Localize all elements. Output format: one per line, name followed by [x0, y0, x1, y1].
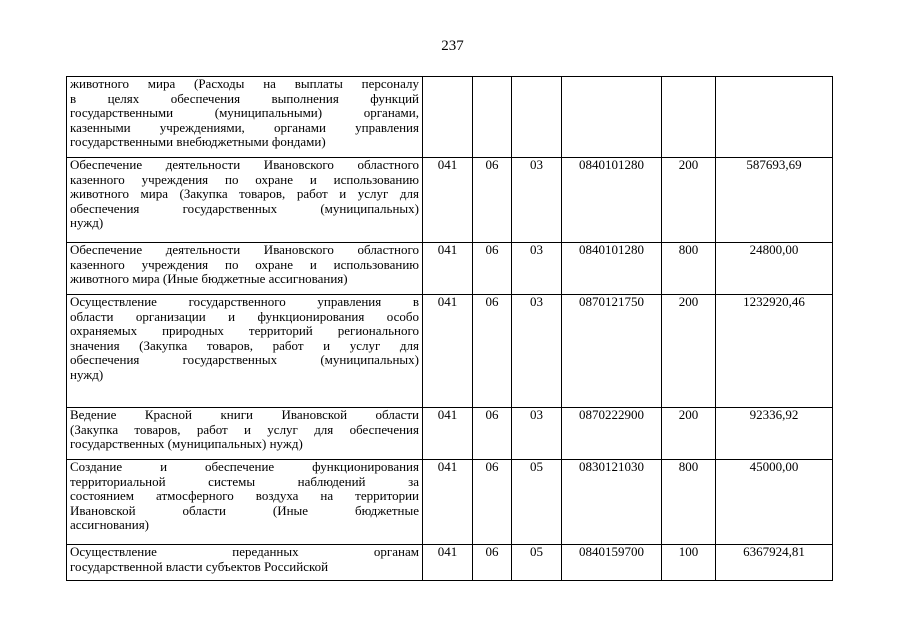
ministry-code: 041	[423, 545, 473, 581]
description-line: области организации и функционирования особо	[70, 308, 419, 324]
description-line: состоянием атмосферного воздуха на территории	[70, 488, 419, 503]
target-article-code: 0870121750	[562, 295, 662, 408]
row-description	[67, 460, 423, 545]
description-line: государственной власти субъектов Российской	[70, 558, 329, 574]
amount-value: 1232920,46	[716, 295, 833, 408]
budget-table	[66, 76, 833, 581]
description-line: в целях обеспечения выполнения функций	[70, 90, 419, 106]
expense-type-code: 200	[662, 408, 716, 460]
expense-type-code	[662, 77, 716, 158]
section-code: 06	[473, 158, 512, 243]
amount-value	[716, 77, 833, 158]
subsection-code: 03	[512, 295, 562, 408]
description-line: Создание и обеспечение функционирования	[70, 459, 419, 474]
row-description	[67, 158, 423, 243]
amount-value: 587693,69	[716, 158, 833, 243]
description-line: Осуществление переданных органам	[70, 544, 419, 559]
subsection-code: 03	[512, 158, 562, 243]
expense-type-code: 100	[662, 545, 716, 581]
section-code: 06	[473, 243, 512, 295]
table-row	[67, 158, 833, 243]
section-code: 06	[473, 408, 512, 460]
description-line: животного мира (Расходы на выплаты персоналу	[70, 76, 419, 91]
table-row	[67, 295, 833, 408]
section-code	[473, 77, 512, 158]
description-line: животного мира (Иные бюджетные ассигнования)	[70, 271, 348, 286]
table-row	[67, 408, 833, 460]
target-article-code: 0840159700	[562, 545, 662, 581]
row-description	[67, 545, 423, 581]
target-article-code: 0840101280	[562, 243, 662, 295]
description-line: Обеспечение деятельности Ивановского областного	[70, 242, 419, 257]
ministry-code: 041	[423, 243, 473, 295]
description-line: государственных (муниципальных) нужд)	[70, 436, 303, 451]
description-line: значения (Закупка товаров, работ и услуг для	[70, 337, 419, 353]
expense-type-code: 200	[662, 158, 716, 243]
subsection-code: 03	[512, 408, 562, 460]
subsection-code: 05	[512, 460, 562, 545]
table-row	[67, 460, 833, 545]
description-line: ассигнования)	[70, 517, 150, 532]
description-line: нужд)	[70, 366, 104, 382]
amount-value: 92336,92	[716, 408, 833, 460]
subsection-code: 05	[512, 545, 562, 581]
table-row	[67, 77, 833, 158]
ministry-code	[423, 77, 473, 158]
target-article-code: 0840101280	[562, 158, 662, 243]
ministry-code: 041	[423, 408, 473, 460]
table-row	[67, 545, 833, 581]
description-line: казенными учреждениями, органами управления	[70, 119, 419, 135]
subsection-code	[512, 77, 562, 158]
target-article-code: 0870222900	[562, 408, 662, 460]
description-line: обеспечения государственных (муниципальных)	[70, 352, 419, 367]
section-code: 06	[473, 545, 512, 581]
target-article-code	[562, 77, 662, 158]
expense-type-code: 200	[662, 295, 716, 408]
row-description	[67, 408, 423, 460]
description-line: животного мира (Закупка товаров, работ и услуг для	[70, 186, 419, 201]
description-line: казенного учреждения по охране и использованию	[70, 256, 419, 272]
description-line: Ведение Красной книги Ивановской области	[70, 407, 419, 422]
amount-value: 24800,00	[716, 243, 833, 295]
description-line: территориальной системы наблюдений за	[70, 473, 419, 489]
ministry-code: 041	[423, 158, 473, 243]
row-description	[67, 77, 423, 158]
amount-value: 45000,00	[716, 460, 833, 545]
ministry-code: 041	[423, 295, 473, 408]
description-line: обеспечения государственных (муниципальных)	[70, 200, 419, 216]
description-line: охраняемых природных территорий регионального	[70, 323, 419, 338]
description-line: нужд)	[70, 215, 104, 230]
section-code: 06	[473, 460, 512, 545]
expense-type-code: 800	[662, 243, 716, 295]
description-line: Осуществление государственного управления в	[70, 294, 419, 309]
target-article-code: 0830121030	[562, 460, 662, 545]
description-line: государственными (муниципальными) органами,	[70, 105, 419, 120]
section-code: 06	[473, 295, 512, 408]
description-line: (Закупка товаров, работ и услуг для обеспечения	[70, 421, 419, 437]
ministry-code: 041	[423, 460, 473, 545]
description-line: Обеспечение деятельности Ивановского областного	[70, 157, 419, 172]
row-description	[67, 295, 423, 408]
table-body	[67, 77, 833, 581]
expense-type-code: 800	[662, 460, 716, 545]
description-line: Ивановской области (Иные бюджетные	[70, 502, 419, 518]
page-number: 237	[441, 38, 464, 54]
description-line: казенного учреждения по охране и использованию	[70, 171, 419, 187]
subsection-code: 03	[512, 243, 562, 295]
amount-value: 6367924,81	[716, 545, 833, 581]
description-line: государственными внебюджетными фондами)	[70, 134, 326, 149]
table-row	[67, 243, 833, 295]
row-description	[67, 243, 423, 295]
